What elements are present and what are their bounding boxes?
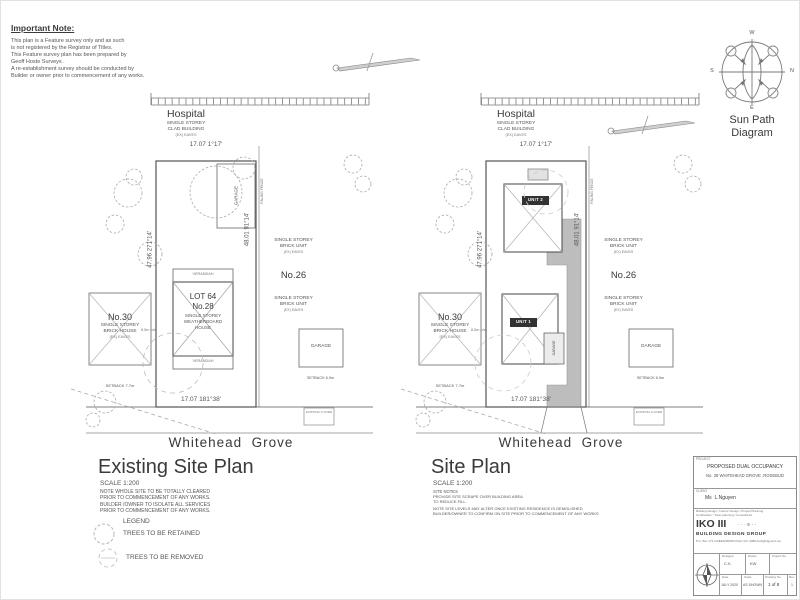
proposed-hospital-line: SINGLE STOREY (496, 121, 536, 126)
proposed-unit1-garage-label: GARAGE (551, 340, 556, 356)
titleblock-scale-value: AS SHOWN (743, 583, 763, 587)
existing-plan-note: BUILDER /OWNER TO ISOLATE ALL SERVICES (100, 502, 211, 508)
proposed-hospital-line: (EX) EAVES (505, 133, 527, 137)
proposed-hospital-line: CLAD BUILDING (497, 127, 535, 132)
titleblock-drawing-no-value: 1 of 8 (768, 582, 780, 587)
existing-no30-number: No.30 (107, 312, 133, 322)
important-note-line: A re-establishment survey should be conducted by (11, 66, 134, 72)
existing-no30-line: BRICK HOUSE (103, 329, 137, 334)
important-note-line: Builder or owner prior to commencement of any works. (11, 73, 145, 79)
proposed-plan-title: Site Plan (431, 456, 512, 478)
proposed-no26-number: No.26 (610, 270, 637, 281)
existing-hospital-line: SINGLE STOREY (166, 121, 206, 126)
legend-retained-label: TREES TO BE RETAINED (123, 530, 200, 537)
existing-plan-title: Existing Site Plan (98, 456, 254, 478)
existing-verandah-top: VERANDAH (192, 272, 214, 276)
sunpath-caption-1: Sun Path (729, 114, 775, 126)
legend-removed-label: TREES TO BE REMOVED (126, 554, 204, 561)
existing-plan-scale: SCALE 1:200 (100, 480, 140, 487)
proposed-no30-line: BRICK HOUSE (433, 329, 467, 334)
proposed-unit2-label: UNIT 2 (527, 196, 544, 202)
proposed-site-notes-heading: SITE NOTES (433, 489, 458, 494)
titleblock-project-line1: PROPOSED DUAL OCCUPANCY (707, 464, 783, 470)
titleblock-drawn-label: Drawn (748, 554, 757, 558)
existing-house-line: SINGLE STOREY (184, 313, 222, 318)
proposed-offset-note: 8.5m o/s (471, 328, 486, 332)
titleblock-designer-label: Designer (722, 554, 735, 558)
existing-garage-label: GARAGE (233, 185, 239, 206)
existing-setback-right: SETBACK 6.0m (306, 376, 335, 380)
titleblock-divider (693, 488, 797, 489)
sunpath-north-label: N (790, 68, 794, 74)
proposed-fence-label: PALING FENCE (589, 178, 594, 204)
titleblock-divider (763, 574, 764, 596)
titleblock-divider (769, 553, 770, 574)
existing-hospital-name: Hospital (167, 108, 205, 120)
titleblock-client-label: CLIENT (696, 489, 708, 493)
titleblock-rev-value: 1 (791, 583, 793, 587)
existing-no26-unit-line: SINGLE STOREY (274, 238, 313, 243)
titleblock-client-name: Ms L.Nguyen (705, 495, 736, 501)
proposed-no26-unit-line: (EX) EAVES (613, 250, 634, 254)
existing-dim-left: 47.96 271°14' (147, 230, 154, 268)
existing-hospital-line: (EX) EAVES (175, 133, 197, 137)
proposed-site-note: BUILDER/OWNER TO CONFIRM ON SITE PRIOR TO COMMENCEMENT OF ANY WORKS (433, 511, 599, 516)
titleblock-project-label: PROJECT (696, 457, 711, 461)
titleblock-logo-sub: BUILDING DESIGN GROUP (696, 532, 767, 537)
existing-plan-note: PRIOR TO COMMENCEMENT OF ANY WORKS. (100, 508, 211, 514)
titleblock-date-value: JULY 2020 (721, 583, 738, 587)
north-arrow-right (608, 116, 695, 134)
proposed-hospital-name: Hospital (497, 108, 535, 120)
existing-no26-unit-line: (EX) EAVES (283, 308, 304, 312)
titleblock-project-no-label: Project No. (772, 554, 787, 558)
sunpath-west-label: W (749, 30, 755, 36)
existing-no26-unit-line: BRICK UNIT (279, 244, 308, 249)
legend-symbols (94, 524, 117, 567)
proposed-site-note: NOTE SITE LEVELS MAY ALTER ONCE EXISTING RESIDENCE IS DEMOLISHED (433, 506, 583, 511)
legend-title: LEGEND (123, 518, 150, 525)
important-note-line: Geoff Hoste Surveys . (11, 59, 65, 65)
existing-dim-right: 48.01 91°14' (244, 212, 251, 247)
titleblock-services-line: Building Design / Interior Design / Project Planning (696, 509, 764, 513)
existing-no26-unit-line: (EX) EAVES (283, 250, 304, 254)
proposed-no30-line: (EX) EAVES (439, 335, 461, 339)
titleblock-address: P.O. Box 174 GREENSBOROUGH VIC 3088 iko3@bigpond.net (696, 539, 781, 543)
existing-no26-unit-line: SINGLE STOREY (274, 296, 313, 301)
titleblock-date-label: Date (722, 575, 729, 579)
proposed-dim-right: 48.01 91°14' (574, 212, 581, 247)
proposed-setback-left: SETBACK 7.7m (435, 383, 465, 388)
proposed-site-note: PROVIDE SITE SCRAPE OVER BUILDING AREA (433, 494, 523, 499)
sunpath-south-label: S (710, 68, 714, 74)
proposed-setback-right: SETBACK 6.0m (636, 376, 665, 380)
titleblock-divider (719, 574, 797, 575)
existing-offset-note: 8.5m o/s (141, 328, 156, 332)
existing-house-line: WEATHERBOARD (183, 319, 223, 324)
titleblock-project-line2: No. 28 WHITEHEAD GROVE ,ROSEBUD (706, 473, 784, 478)
existing-no26-number: No.26 (280, 270, 307, 281)
titleblock-divider (745, 553, 746, 574)
titleblock-drawing-no-label: Drawing No. (765, 575, 782, 579)
proposed-no26-unit-line: BRICK UNIT (609, 244, 638, 249)
sunpath-east-label: E (750, 105, 754, 111)
legend-tree-retained-symbol (94, 524, 114, 544)
existing-house-number: No.28 (192, 302, 214, 311)
existing-hospital-line: CLAD BUILDING (167, 127, 205, 132)
existing-no30-line: SINGLE STOREY (100, 323, 140, 328)
existing-dim-bottom: 17.07 181°38' (181, 396, 221, 403)
proposed-no26-unit-line: (EX) EAVES (613, 308, 634, 312)
existing-fence-label: PALING FENCE (259, 178, 264, 204)
existing-house-lot: LOT 64 (189, 292, 217, 301)
existing-dim-top: 17.07 1°17' (189, 141, 223, 148)
proposed-site-note: TO REDUCE FILL. (433, 499, 467, 504)
existing-xover-label: EXISTING X-OVER (305, 410, 333, 414)
existing-street-name: Whitehead Grove (168, 435, 294, 450)
proposed-plan-scale: SCALE 1:200 (433, 480, 473, 487)
existing-setback-left: SETBACK 7.7m (105, 383, 135, 388)
existing-house-line: HOUSE (194, 325, 211, 330)
titleblock-divider (741, 574, 742, 596)
existing-verandah-bottom: VERANDAH (192, 359, 214, 363)
proposed-no26-unit-line: BRICK UNIT (609, 302, 638, 307)
existing-plan-note: NOTE WHOLE SITE TO BE TOTALLY CLEARED (100, 489, 210, 495)
proposed-dim-bottom: 17.07 181°38' (511, 396, 551, 403)
proposed-xover-label: EXISTING X-OVER (635, 410, 663, 414)
titleblock-drawn-value: KW (750, 561, 757, 566)
titleblock-rev-label: Rev (789, 575, 795, 579)
proposed-unit2-building (504, 169, 562, 252)
north-arrow-left (333, 53, 420, 71)
important-note-line: This Feature survey plan has been prepared by (11, 52, 127, 58)
existing-no26-unit-line: BRICK UNIT (279, 302, 308, 307)
important-note-line: This plan is a Feature survey only and as such (11, 38, 125, 44)
sunpath-caption-2: Diagram (731, 127, 773, 139)
proposed-no26-unit-line: SINGLE STOREY (604, 296, 643, 301)
titleblock-logo: IKO III (696, 518, 727, 530)
proposed-street-name: Whitehead Grove (498, 435, 624, 450)
titleblock-scale-label: Scale (744, 575, 752, 579)
proposed-no30-line: SINGLE STOREY (430, 323, 470, 328)
important-note-title: Important Note: (11, 23, 75, 33)
sun-path-diagram-graphic (719, 39, 785, 105)
proposed-dim-top: 17.07 1°17' (519, 141, 553, 148)
existing-no30-line: (EX) EAVES (109, 335, 131, 339)
existing-plan-note: PRIOR TO COMMENCEMENT OF ANY WORKS. (100, 495, 211, 501)
important-note-line: is not registered by the Registrar of Titles. (11, 45, 113, 51)
titleblock-designer-value: C.K. (724, 561, 732, 566)
proposed-unit1-label: UNIT 1 (515, 318, 532, 324)
existing-no26-garage-label: GARAGE (310, 344, 332, 349)
titleblock-logo-dots: · · · ≡ · · (738, 522, 757, 528)
proposed-no30-number: No.30 (437, 312, 463, 322)
proposed-dim-left: 47.96 271°14' (477, 230, 484, 268)
proposed-no26-garage-label: GARAGE (640, 344, 662, 349)
titleblock-divider (787, 574, 788, 596)
proposed-no26-unit-line: SINGLE STOREY (604, 238, 643, 243)
titleblock-services-line: Certification / Town-planning / Consultants (696, 513, 752, 517)
